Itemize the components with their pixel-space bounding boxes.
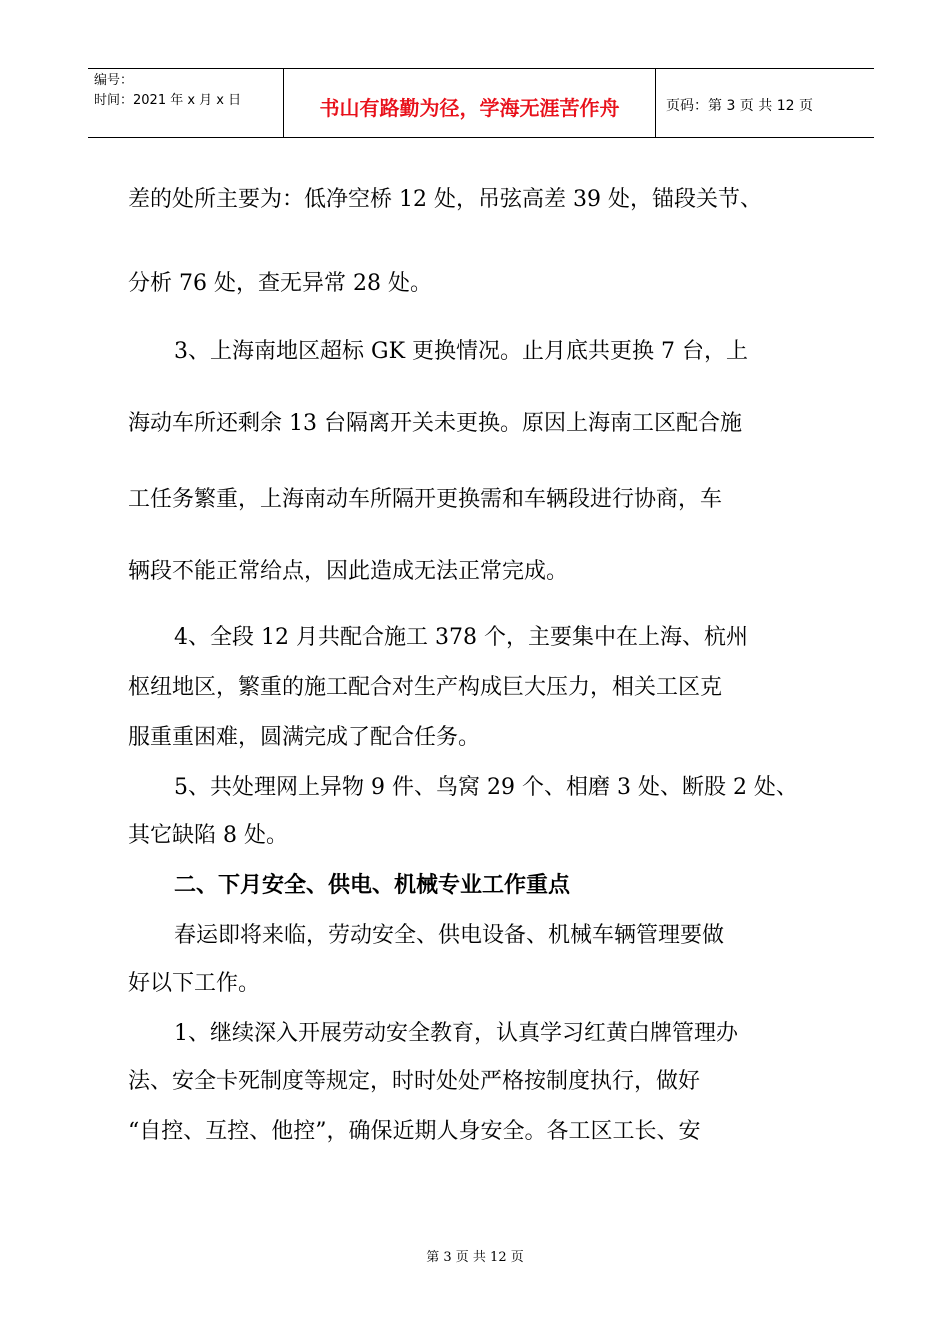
header-meta [88,69,284,137]
body-line: “自控、互控、他控”，确保近期人身安全。各工区工长、安 [128,1119,701,1144]
body-line: 3、上海南地区超标 GK 更换情况。止月底共更换 7 台，上 [174,339,748,364]
body-line: 4、全段 12 月共配合施工 378 个，主要集中在上海、杭州 [174,625,748,650]
body-line: 分析 76 处，查无异常 28 处。 [128,271,432,296]
page-footer: 第 3 页 共 12 页 [426,1250,524,1265]
body-line: 枢纽地区，繁重的施工配合对生产构成巨大压力，相关工区克 [128,675,723,700]
document-time-label: 时间：2021 年 x 月 x 日 [94,93,242,108]
header-page-info: 页码：第 3 页 共 12 页 [666,98,813,114]
body-line: 工任务繁重，上海南动车所隔开更换需和车辆段进行协商，车 [128,487,723,512]
section-heading: 二、下月安全、供电、机械专业工作重点 [174,873,571,898]
body-line: 好以下工作。 [128,971,261,996]
page-header [88,68,874,138]
body-line: 服重重困难，圆满完成了配合任务。 [128,725,481,750]
body-line: 春运即将来临，劳动安全、供电设备、机械车辆管理要做 [174,923,725,948]
document-number-label: 编号： [94,73,134,88]
body-line: 差的处所主要为：低净空桥 12 处，吊弦高差 39 处，锚段关节、 [128,187,762,212]
body-line: 1、继续深入开展劳动安全教育，认真学习红黄白牌管理办 [174,1021,738,1046]
body-line: 法、安全卡死制度等规定，时时处处严格按制度执行，做好 [128,1069,701,1094]
body-line: 5、共处理网上异物 9 件、鸟窝 29 个、相磨 3 处、断股 2 处、 [174,775,798,800]
body-line: 海动车所还剩余 13 台隔离开关未更换。原因上海南工区配合施 [128,411,742,436]
header-motto: 书山有路勤为径，学海无涯苦作舟 [284,69,656,137]
body-line: 辆段不能正常给点，因此造成无法正常完成。 [128,559,569,584]
body-line: 其它缺陷 8 处。 [128,823,288,848]
